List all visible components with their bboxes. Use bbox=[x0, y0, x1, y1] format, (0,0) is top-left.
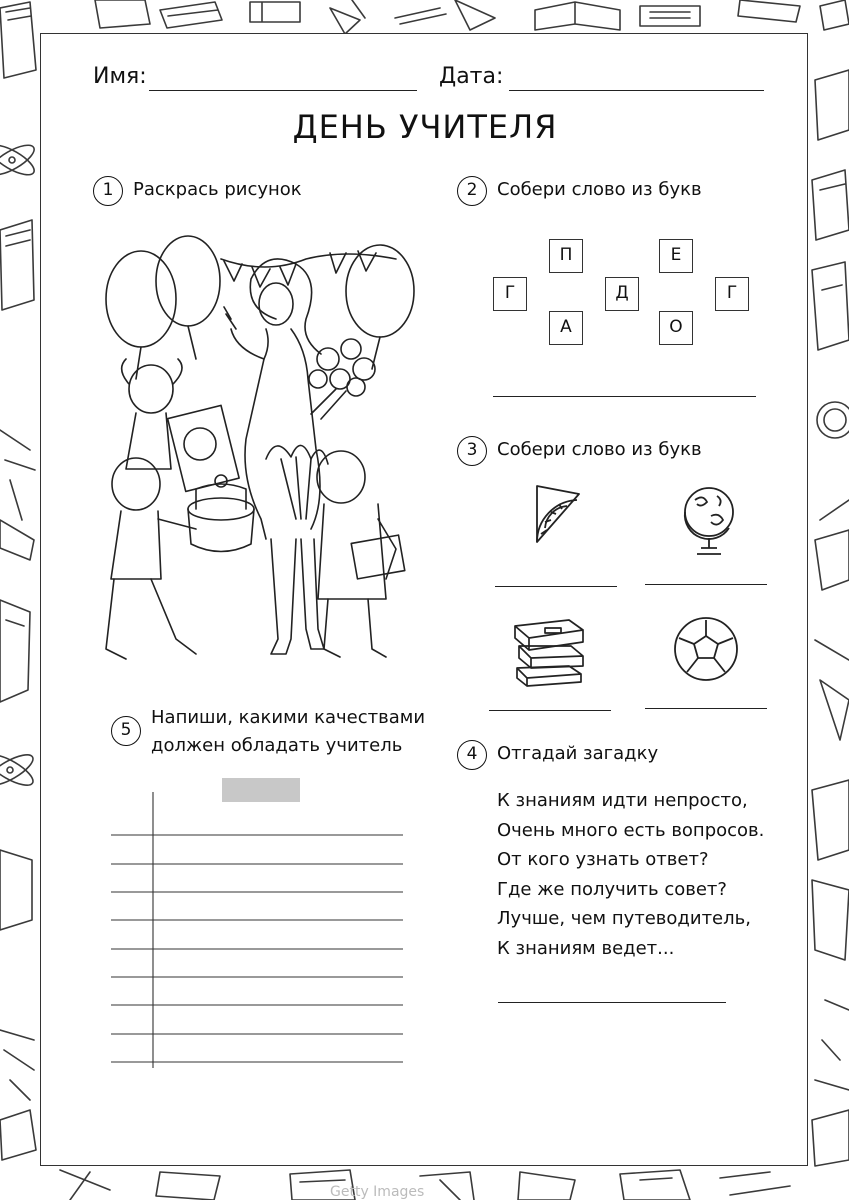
task-3-number: 3 bbox=[457, 436, 487, 466]
task-3-text: Собери слово из букв bbox=[497, 439, 702, 460]
task-1-number: 1 bbox=[93, 176, 123, 206]
letter-tile[interactable]: Г bbox=[715, 277, 749, 311]
riddle-line: От кого узнать ответ? bbox=[497, 849, 709, 870]
task-3-answer-line-4[interactable] bbox=[645, 708, 767, 709]
task-5-text bbox=[151, 704, 425, 760]
letter-tile[interactable]: О bbox=[659, 311, 693, 345]
task-2-answer-line[interactable] bbox=[493, 396, 756, 397]
riddle-line: К знаниям идти непросто, bbox=[497, 790, 748, 811]
date-field[interactable] bbox=[509, 90, 764, 91]
task-2-text: Собери слово из букв bbox=[497, 179, 702, 200]
name-field[interactable] bbox=[149, 90, 417, 91]
task-1-text: Раскрась рисунок bbox=[133, 179, 302, 200]
page-title: ДЕНЬ УЧИТЕЛЯ bbox=[292, 108, 558, 146]
ball-icon bbox=[671, 614, 741, 684]
task-3-answer-line-3[interactable] bbox=[489, 710, 611, 711]
letter-tile[interactable]: А bbox=[549, 311, 583, 345]
letter-tile[interactable]: П bbox=[549, 239, 583, 273]
riddle-line: Лучше, чем путеводитель, bbox=[497, 908, 751, 929]
task-5-text-line-1: Напиши, какими качествами bbox=[151, 707, 426, 728]
task-3-answer-line-1[interactable] bbox=[495, 586, 617, 587]
date-label: Дата: bbox=[439, 64, 504, 89]
letter-tile[interactable]: Е bbox=[659, 239, 693, 273]
worksheet-page bbox=[40, 33, 808, 1166]
task-4-answer-line[interactable] bbox=[498, 1002, 726, 1003]
protractor-icon bbox=[529, 482, 585, 548]
task-5-text-line-2: должен обладать учитель bbox=[151, 735, 403, 756]
watermark-text: Getty Images bbox=[330, 1184, 425, 1200]
letter-tile[interactable]: Д bbox=[605, 277, 639, 311]
riddle-line: Где же получить совет? bbox=[497, 878, 727, 900]
task-2-number: 2 bbox=[457, 176, 487, 206]
letter-tile[interactable]: Г bbox=[493, 277, 527, 311]
riddle-line: Очень много есть вопросов. bbox=[497, 819, 765, 841]
task-3-answer-line-2[interactable] bbox=[645, 584, 767, 585]
teacher-day-coloring-picture[interactable] bbox=[96, 219, 421, 667]
globe-icon bbox=[677, 482, 741, 560]
writing-lines-area[interactable] bbox=[111, 792, 403, 1068]
books-icon bbox=[509, 616, 589, 688]
riddle-text bbox=[497, 786, 764, 963]
task-4-text: Отгадай загадку bbox=[497, 743, 659, 764]
name-label: Имя: bbox=[93, 64, 147, 89]
task-5-number: 5 bbox=[111, 716, 141, 746]
task-4-number: 4 bbox=[457, 740, 487, 770]
riddle-line: К знаниям ведет... bbox=[497, 937, 675, 959]
